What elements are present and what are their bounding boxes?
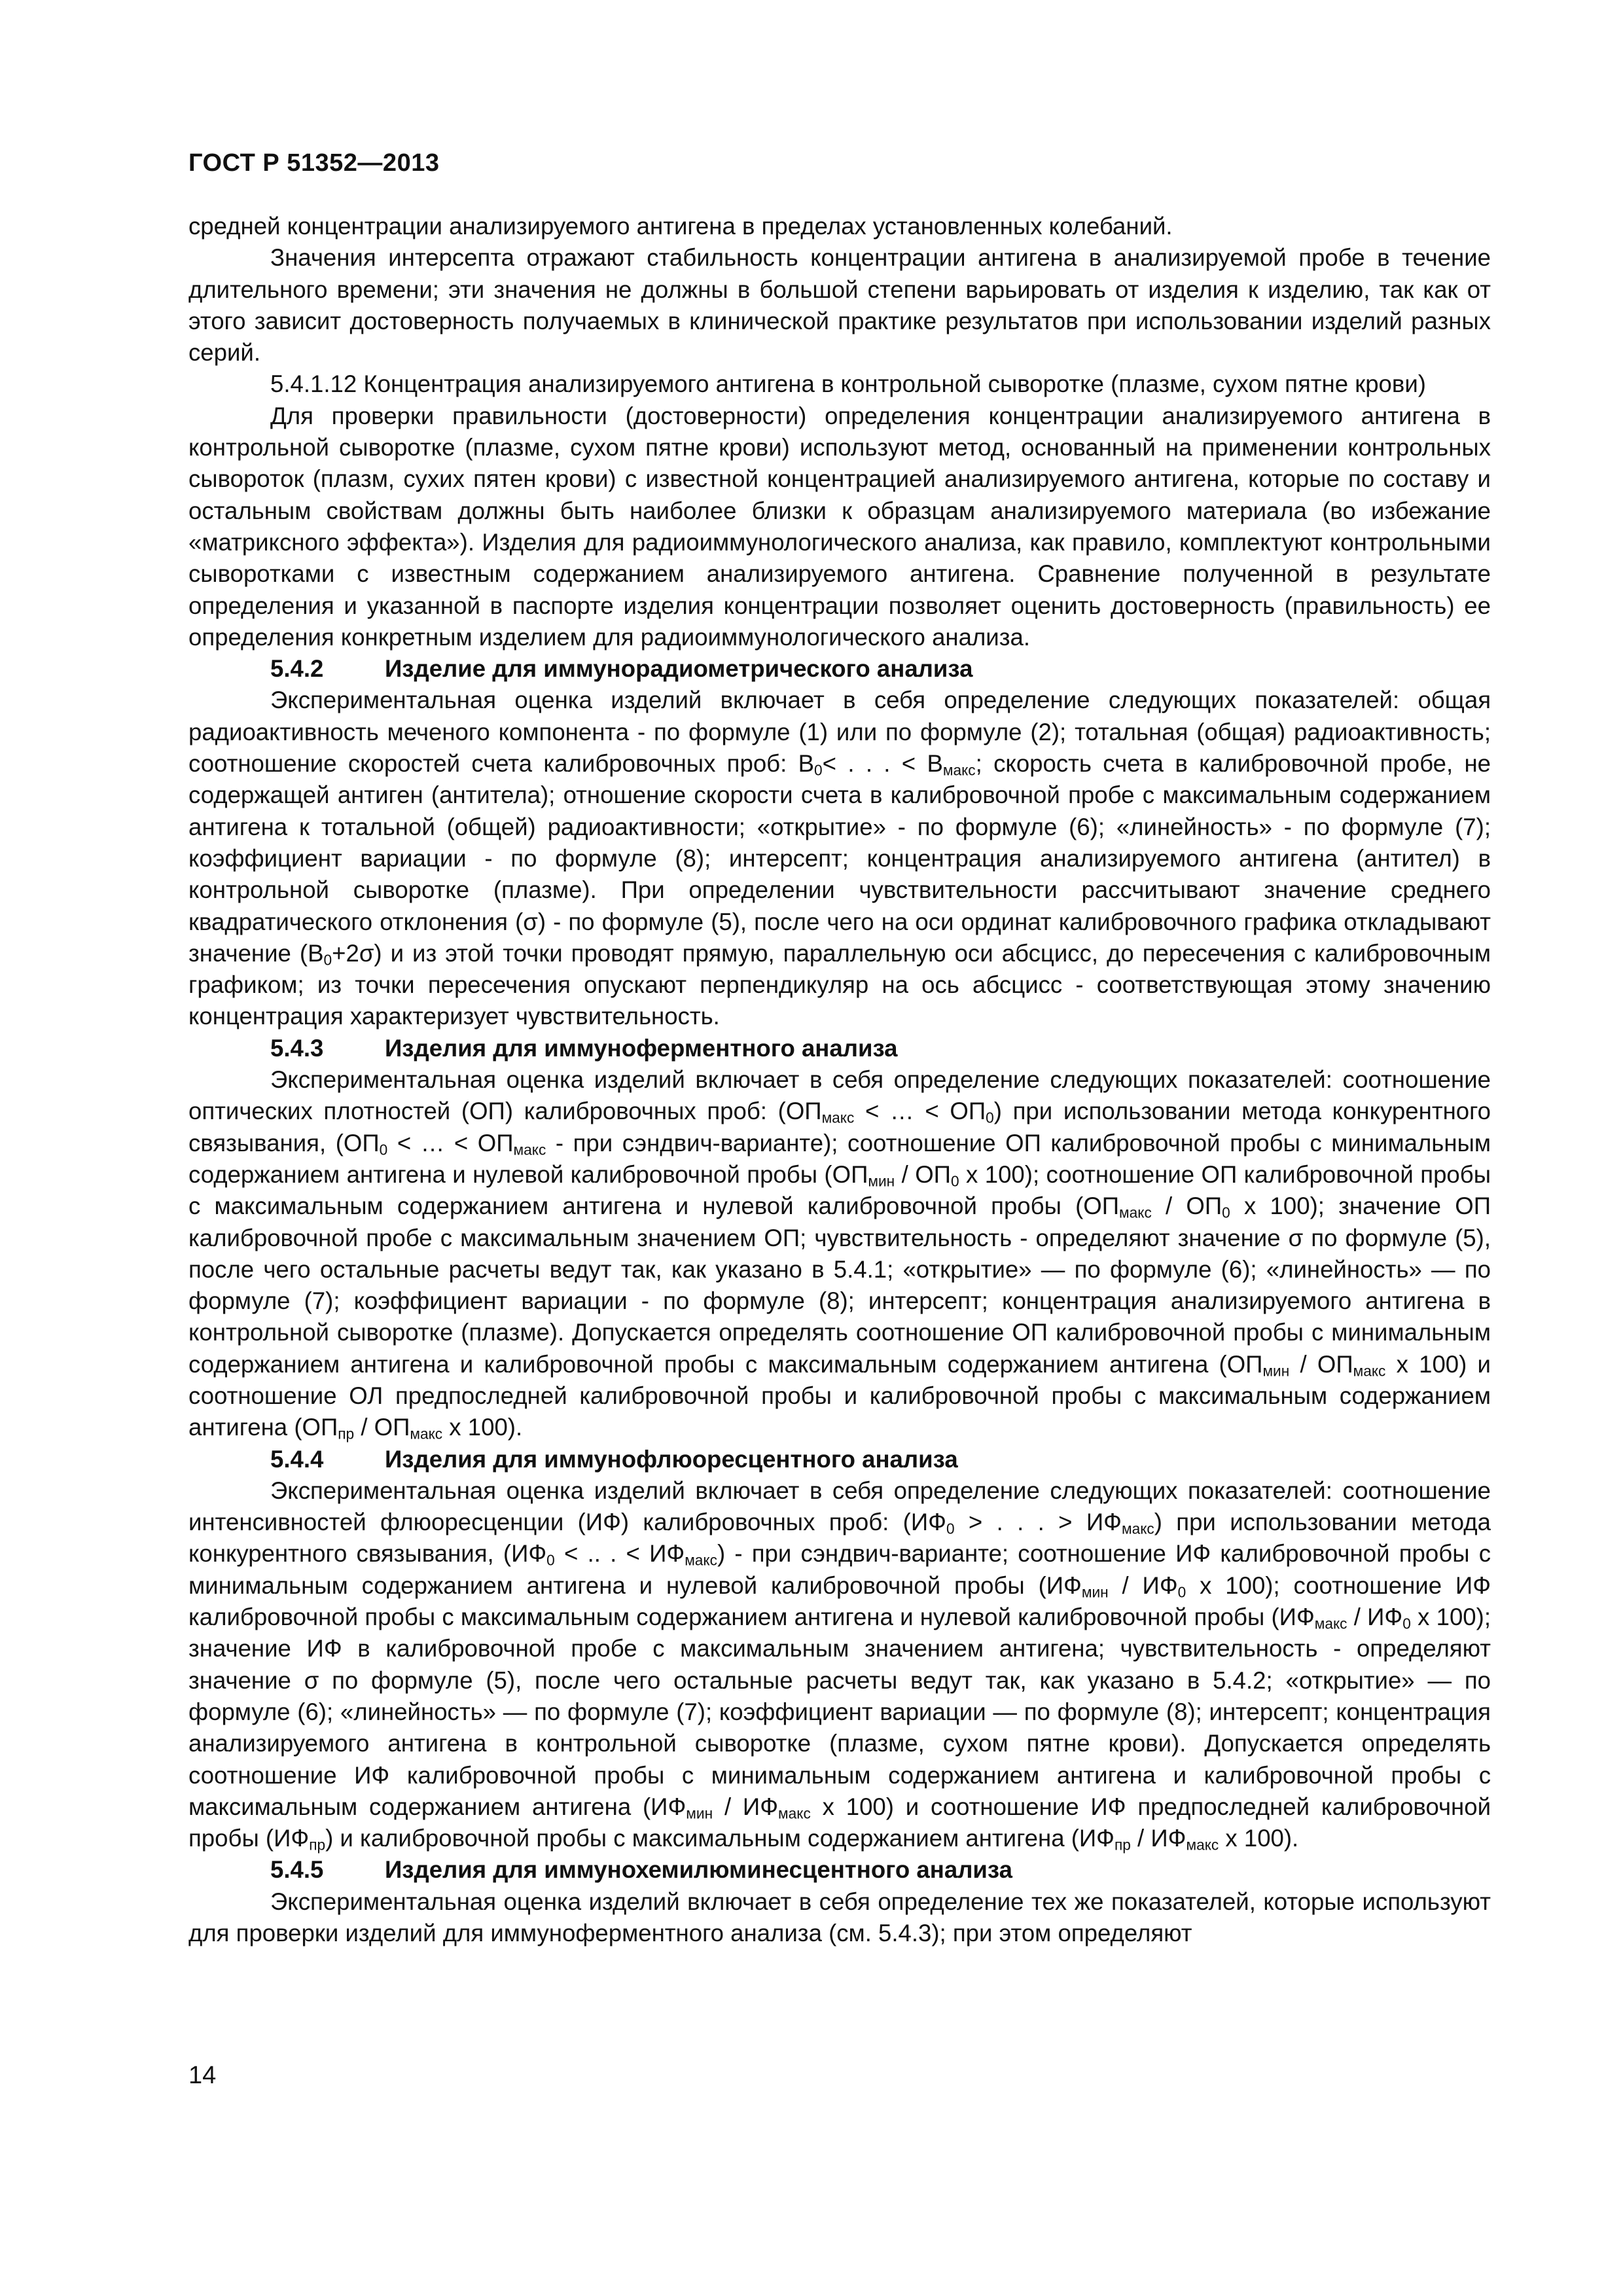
section-number: 5.4.5 xyxy=(270,1856,324,1884)
paragraph: средней концентрации анализируемого антигена в пределах установленных колебаний. xyxy=(188,213,1173,240)
document-body xyxy=(188,211,1491,1949)
section-number: 5.4.4 xyxy=(270,1445,324,1473)
section-title: Изделия для иммунохемилюминесцентного анализа xyxy=(385,1856,1012,1884)
paragraph: Экспериментальная оценка изделий включает в себя определение следующих показателей: соотношение интенсивностей флюоресценции (ИФ) калибровочных проб: ($ИФ_0$ > . . . > $ИФ_{макс}$) при использовании метода конкурентного связывания, ($ИФ_0$ < .. . < $ИФ_{макс}$) - при сэндвич-варианте; соотношение ИФ калибровочной пробы с минимальным содержанием антигена и нулевой калибровочной пробы ($ИФ_{мин} / ИФ_0$ х 100); соотношение ИФ калибровочной пробы с максимальным содержанием антигена и нулевой калибровочной пробы ($ИФ_{макс} / ИФ_0$ х 100); значение ИФ в калибровочной пробе с максимальным значением антигена; чувствительность - определяют значение σ по формуле (5), после чего остальные расчеты ведут так, как указано в 5.4.2; «открытие» — по формуле (6); «линейность» — по формуле (7); коэффициент вариации — по формуле (8); интерсепт; концентрация анализируемого антигена в контрольной сыворотке (плазме, сухом пятне крови). Допускается определять соотношение ИФ калибровочной пробы с минимальным содержанием антигена и калибровочной пробы с максимальным содержанием антигена ($ИФ_{мин} / ИФ_{макс}$ х 100) и соотношение ИФ предпоследней калибровочной пробы $(ИФ_{пр})$ и калибровочной пробы с максимальным содержанием антигена ($ИФ_{пр} / ИФ_{макс}$ х 100). xyxy=(188,1477,1491,1854)
section-heading xyxy=(188,1444,1491,1475)
section-number: 5.4.2 xyxy=(270,655,324,683)
paragraph: Экспериментальная оценка изделий включает в себя определение следующих показателей: соотношение оптических плотностей (ОП) калибровочных проб: ($ОП_{макс}$ < … < $ОП_0$) при использовании метода конкурентного связывания, ($ОП_0$ < … < $ОП_{макс}$ - при сэндвич-варианте); соотношение ОП калибровочной пробы с минимальным содержанием антигена и нулевой калибровочной пробы ($ОП_{мин} / ОП_0$ х 100); соотношение ОП калибровочной пробы с максимальным содержанием антигена и нулевой калибровочной пробы ($ОП_{макс} / ОП_0$ х 100); значение ОП калибровочной пробе с максимальным значением ОП; чувствительность - определяют значение σ по формуле (5), после чего остальные расчеты ведут так, как указано в 5.4.1; «открытие» — по формуле (6); «линейность» — по формуле (7); коэффициент вариации - по формуле (8); интерсепт; концентрация анализируемого антигена в контрольной сыворотке (плазме). Допускается определять соотношение ОП калибровочной пробы с минимальным содержанием антигена и калибровочной пробы с максимальным содержанием антигена ($ОП_{мин} / ОП_{макс}$ х 100) и соотношение ОЛ предпоследней калибровочной пробы и калибровочной пробы с максимальным содержанием антигена ($ОП_{пр} / ОП_{макс}$ х 100). xyxy=(188,1066,1491,1443)
section-title: Изделие для иммунорадиометрического анализа xyxy=(385,655,973,683)
section-title: Изделия для иммуноферментного анализа xyxy=(385,1034,898,1062)
section-number: 5.4.3 xyxy=(270,1034,324,1062)
section-heading xyxy=(188,1854,1491,1886)
paragraph: Экспериментальная оценка изделий включает в себя определение тех же показателей, которые используют для проверки изделий для иммуноферментного анализа (см. 5.4.3); при этом определяют xyxy=(188,1888,1491,1947)
section-heading xyxy=(188,653,1491,685)
section-heading xyxy=(188,1033,1491,1064)
page-header: ГОСТ Р 51352—2013 xyxy=(188,149,440,177)
section-title: Изделия для иммунофлюоресцентного анализа xyxy=(385,1445,958,1473)
paragraph: Экспериментальная оценка изделий включает в себя определение следующих показателей: общая радиоактивность меченого компонента - по формуле (1) или по формуле (2); тотальная (общая) радиоактивность; соотношение скоростей счета калибровочных проб: $B_0<$ . . . < $B_{макс}$; скорость счета в калибровочной пробе, не содержащей антиген (антитела); отношение скорости счета в калибровочной пробе с максимальным содержанием антигена к тотальной (общей) радиоактивности; «открытие» - по формуле (6); «линейность» - по формуле (7); коэффициент вариации - по формуле (8); интерсепт; концентрация анализируемого антигена (антител) в контрольной сыворотке (плазме). При определении чувствительности рассчитывают значение среднего квадратического отклонения (σ) - по формуле (5), после чего на оси ординат калибровочного графика откладывают значение $(B_0+2\sigma)$ и из этой точки проводят прямую, параллельную оси абсцисс, до пересечения с калибровочным графиком; из точки пересечения опускают перпендикуляр на ось абсцисс - соответствующая этому значению концентрация характеризует чувствительность. xyxy=(188,687,1491,1030)
paragraph: Для проверки правильности (достоверности) определения концентрации анализируемого антигена в контрольной сыворотке (плазме, сухом пятне крови) используют метод, основанный на применении контрольных сывороток (плазм, сухих пятен крови) с известной концентрацией анализируемого антигена, которые по составу и остальным свойствам должны быть наиболее близки к образцам анализируемого материала (во избежание «матриксного эффекта»). Изделия для радиоиммунологического анализа, как правило, комплектуют контрольными сыворотками с известным содержанием анализируемого антигена. Сравнение полученной в результате определения и указанной в паспорте изделия концентрации позволяет оценить достоверность (правильность) ее определения конкретным изделием для радиоиммунологического анализа. xyxy=(188,402,1491,651)
page-number: 14 xyxy=(188,2062,217,2089)
paragraph: Значения интерсепта отражают стабильность концентрации антигена в анализируемой пробе в течение длительного времени; эти значения не должны в большой степени варьировать от изделия к изделию, так как от этого зависит достоверность получаемых в клинической практике результатов при использовании изделий разных серий. xyxy=(188,244,1491,367)
paragraph: 5.4.1.12 Концентрация анализируемого антигена в контрольной сыворотке (плазме, сухом пятне крови) xyxy=(270,370,1426,398)
